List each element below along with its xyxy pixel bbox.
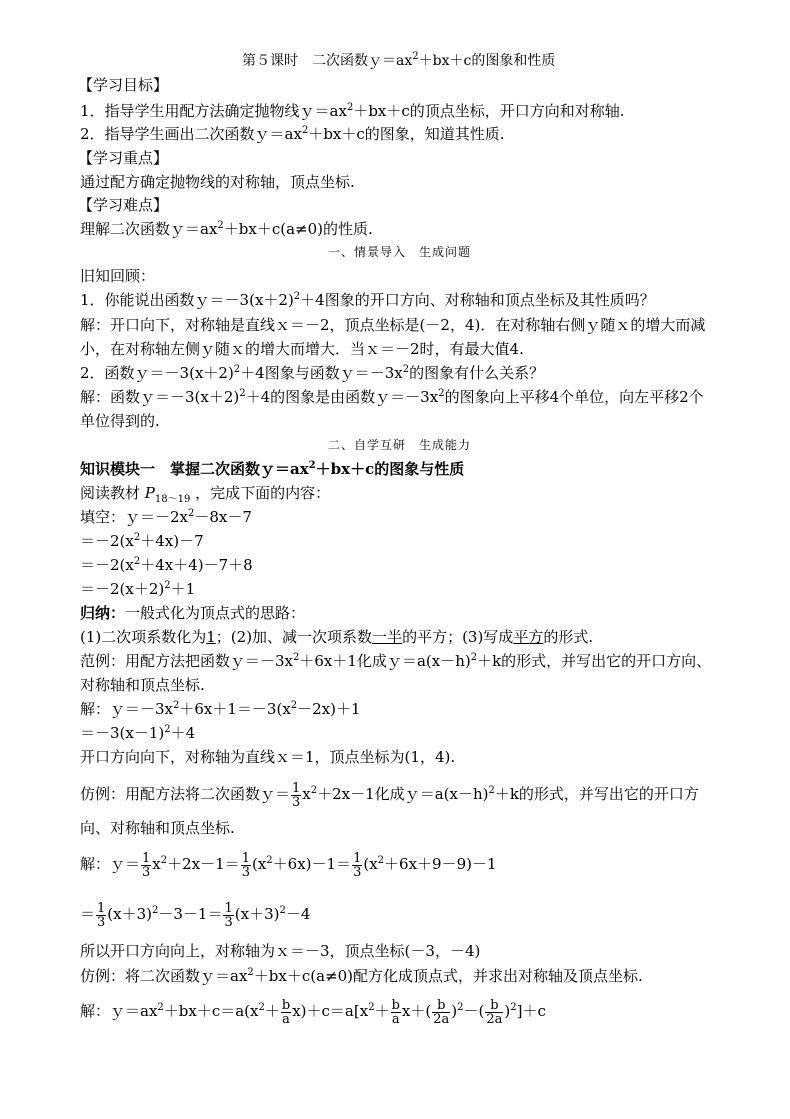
summary-text: 一般式化为顶点式的思路： xyxy=(125,604,306,622)
answer-1-line-1: 解：开口向下，对称轴是直线ｘ＝－2，顶点坐标是(－2，4)．在对称轴右侧ｙ随ｘ的增大而减 xyxy=(80,316,706,334)
answer-2-line-1: 解：函数$y=-3(x+2)^2+4$的图象是由函数$y=-3x^2$的图象向上平移4个单位，向左平移2个 xyxy=(80,388,704,406)
imitate-1-solution-2: ＝ $\frac{1}{3}$ $(x+3)^2-3-1=$ $\frac{1}{3}$ $(x+3)^2-4$ xyxy=(80,900,311,930)
imitate-1-solution-1: 解：ｙ＝ $\frac{1}{3}$ $x^2+2x-1=$ $\frac{1}{3}$ $(x^2+6x)-1=$ $\frac{1}{3}$ $(x^2+6x+9-9)-1$ xyxy=(80,850,497,880)
step-3-text: 的平方；(3)写成 xyxy=(402,628,514,646)
difficulties-text: 理解二次函数$y=ax^2+bx+c(a\ne 0)$的性质. xyxy=(80,220,373,238)
reading-instruction xyxy=(80,483,330,503)
fill-line-3: $=-2(x^2+4x+4)-7+8$ xyxy=(80,556,253,574)
example-solution-1: 解：$y=-3x^2+6x+1=-3(x^2-2x)+1$ xyxy=(80,700,361,718)
step-2-answer: 一半 xyxy=(372,628,403,646)
fill-line-1: 填空：$y=-2x^2-8x-7$ xyxy=(80,508,252,526)
example-solution-3: 开口方向向下，对称轴为直线ｘ＝1，顶点坐标为(1，4). xyxy=(80,748,456,766)
objectives-heading: 【学习目标】 xyxy=(78,76,169,94)
step-3-answer: 平方 xyxy=(513,628,544,646)
summary-steps xyxy=(80,627,593,647)
key-points-heading: 【学习重点】 xyxy=(78,149,169,167)
difficulties-heading: 【学习难点】 xyxy=(78,196,169,214)
step-1-text: (1)二次项系数化为 xyxy=(80,628,207,646)
example-line-1: 范例：用配方法把函数$y=-3x^2+6x+1$化成$y=a(x-h)^2+k$的形式，并写出它的开口方向、 xyxy=(80,652,712,670)
key-points-text: 通过配方确定抛物线的对称轴，顶点坐标. xyxy=(80,173,355,191)
imitate-1-line-1 xyxy=(80,780,699,809)
step-4-text: 的形式. xyxy=(543,628,594,646)
imitate-1-post: $x^2+2x-1$化成$y=a(x-h)^2+k$的形式，并写出它的开口方 xyxy=(302,785,699,803)
fraction-one-third: $\frac{1}{3}$ xyxy=(292,780,301,810)
example-solution-2: $=-3(x-1)^2+4$ xyxy=(80,724,196,742)
imitate-2-solution: 解：$y=ax^2+bx+c=a(x^2+$ $\frac{b}{a}$ $x)+c=a[x^2+$ $\frac{b}{a}$ x＋( $\frac{b}{2a}$ )$^2$－( $\frac{b}{2a}$ )$^2$]＋c xyxy=(80,997,546,1027)
fill-line-2: $=-2(x^2+4x)-7$ xyxy=(80,532,204,550)
objective-2: 2．指导学生画出二次函数$y=ax^2+bx+c$的图象，知道其性质. xyxy=(80,125,505,143)
answer-2-line-2: 单位得到的. xyxy=(80,412,160,430)
imitate-2-line: 仿例：将二次函数$y=ax^2+bx+c(a\ne 0)$配方化成顶点式，并求出对称轴及顶点坐标. xyxy=(80,967,643,985)
reading-post: ，完成下面的内容： xyxy=(195,484,331,502)
step-2-text: ；(2)加、减一次项系数 xyxy=(215,628,373,646)
imitate-1-pre: 仿例：用配方法将二次函数ｙ＝ xyxy=(80,785,291,803)
example-line-2: 对称轴和顶点坐标. xyxy=(80,676,205,694)
page-title: 第５课时 二次函数$y=ax^2+bx+c$的图象和性质 xyxy=(242,51,556,69)
answer-1-line-2: 小，在对称轴左侧ｙ随ｘ的增大而增大．当ｘ＝－2时，有最大值4. xyxy=(80,340,524,358)
fill-line-4: $=-2(x+2)^2+1$ xyxy=(80,580,196,598)
section-1-heading: 一、情景导入 生成问题 xyxy=(328,245,472,259)
objective-1: 1．指导学生用配方法确定抛物线$y=ax^2+bx+c$的顶点坐标，开口方向和对称轴. xyxy=(80,102,625,120)
reading-pre: 阅读教材 xyxy=(80,484,141,502)
review-label: 旧知回顾： xyxy=(80,267,156,285)
summary xyxy=(80,603,305,623)
reading-page-letter: P xyxy=(144,484,155,502)
question-2: 2．函数$y=-3(x+2)^2+4$图象与函数$y=-3x^2$的图象有什么关系？ xyxy=(80,364,545,382)
imitate-1-line-2: 向、对称轴和顶点坐标. xyxy=(80,819,235,837)
section-2-heading: 二、自学互研 生成能力 xyxy=(328,438,472,452)
module-1-heading: 知识模块一 掌握二次函数$y=ax^2+bx+c$的图象与性质 xyxy=(80,460,465,478)
imitate-1-conclusion: 所以开口方向向上，对称轴为ｘ＝－3，顶点坐标(－3，－4) xyxy=(80,942,481,960)
reading-page-range: 18～19 xyxy=(154,494,191,505)
summary-label: 归纳： xyxy=(80,604,126,622)
step-1-answer: 1 xyxy=(206,628,216,646)
question-1: 1．你能说出函数$y=-3(x+2)^2+4$图象的开口方向、对称轴和顶点坐标及其性质吗？ xyxy=(80,291,655,309)
